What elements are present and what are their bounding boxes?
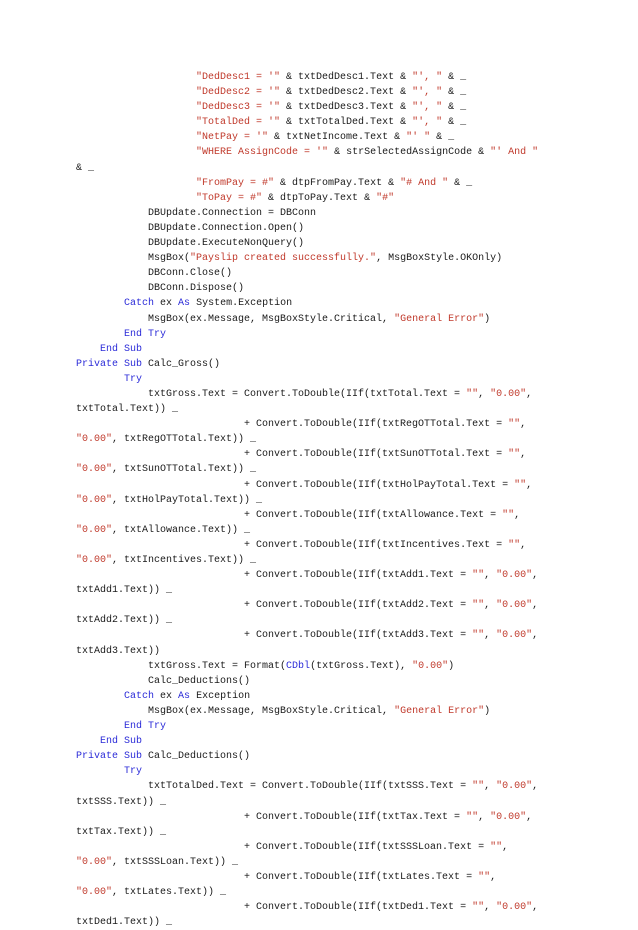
- string-token: "": [502, 509, 515, 521]
- code-token: & dtpToPay.Text &: [262, 192, 377, 204]
- code-token: ,: [478, 388, 491, 400]
- code-token: txtAdd3.Text)): [76, 645, 161, 657]
- code-token: [76, 344, 100, 355]
- string-token: "": [472, 600, 485, 612]
- code-token: ,: [526, 479, 533, 491]
- code-line: [76, 538, 576, 553]
- code-token: Calc_Gross(): [142, 358, 221, 370]
- code-line: [76, 372, 576, 387]
- code-line: [76, 915, 576, 930]
- code-token: Exception: [190, 690, 251, 702]
- string-token: "": [508, 539, 521, 551]
- code-line: [76, 342, 576, 357]
- string-token: "0.00": [76, 494, 113, 506]
- code-line: [76, 719, 576, 734]
- code-token: & txtNetIncome.Text &: [268, 132, 407, 144]
- keyword-token: End Try: [124, 721, 167, 733]
- code-line: [76, 568, 576, 583]
- code-token: & dtpFromPay.Text &: [274, 177, 401, 189]
- code-line: [76, 85, 576, 100]
- code-token: & _: [442, 117, 467, 129]
- code-line: [76, 508, 576, 523]
- string-token: "FromPay = #": [196, 177, 275, 189]
- string-token: "0.00": [76, 555, 113, 566]
- string-token: "0.00": [496, 570, 533, 582]
- string-token: "Payslip created successfully.": [190, 253, 377, 265]
- code-line: [76, 764, 576, 779]
- string-token: "ToPay = #": [196, 192, 263, 204]
- code-token: & _: [442, 72, 467, 83]
- keyword-token: End Sub: [100, 343, 143, 355]
- code-token: ,: [532, 570, 539, 582]
- code-token: & _: [430, 132, 455, 144]
- code-token: ,: [502, 841, 509, 853]
- code-token: [76, 193, 196, 204]
- code-line: [76, 236, 576, 251]
- code-token: & strSelectedAssignCode &: [328, 147, 491, 159]
- code-token: txtGross.Text = Convert.ToDouble(IIf(txtTotal.Text =: [76, 388, 467, 400]
- code-line: [76, 115, 576, 130]
- code-listing: [76, 70, 576, 930]
- code-token: ,: [526, 388, 533, 400]
- keyword-token: Catch: [124, 298, 155, 310]
- string-token: "DedDesc3 = '": [196, 102, 281, 114]
- code-line: [76, 885, 576, 900]
- string-token: "#": [376, 192, 395, 204]
- code-line: [76, 795, 576, 810]
- code-token: + Convert.ToDouble(IIf(txtRegOTTotal.Text =: [76, 419, 509, 431]
- code-token: [76, 132, 196, 143]
- code-token: & _: [442, 102, 467, 114]
- code-token: , txtSunOTTotal.Text)) _: [112, 464, 257, 476]
- code-line: [76, 855, 576, 870]
- code-line: [76, 100, 576, 115]
- string-token: "0.00": [76, 887, 113, 899]
- code-token: [76, 766, 124, 777]
- string-token: "', ": [412, 72, 443, 83]
- code-line: [76, 357, 576, 372]
- code-token: , txtHolPayTotal.Text)) _: [112, 494, 263, 506]
- code-line: [76, 749, 576, 764]
- code-line: [76, 734, 576, 749]
- string-token: "DedDesc1 = '": [196, 72, 281, 83]
- code-token: + Convert.ToDouble(IIf(txtAllowance.Text =: [76, 509, 503, 521]
- code-token: [76, 691, 124, 702]
- string-token: "0.00": [496, 902, 533, 914]
- code-line: [76, 628, 576, 643]
- code-token: , txtLates.Text)) _: [112, 887, 227, 899]
- code-token: + Convert.ToDouble(IIf(txtIncentives.Text =: [76, 539, 509, 551]
- keyword-token: End Try: [124, 328, 167, 340]
- code-token: + Convert.ToDouble(IIf(txtHolPayTotal.Text =: [76, 479, 515, 491]
- code-line: [76, 644, 576, 659]
- code-line: [76, 704, 576, 719]
- string-token: "0.00": [412, 660, 449, 672]
- string-token: "": [472, 902, 485, 914]
- keyword-token: CDbl: [286, 660, 311, 672]
- code-token: MsgBox(ex.Message, MsgBoxStyle.Critical,: [76, 313, 395, 325]
- code-token: [76, 72, 196, 83]
- code-token: , txtRegOTTotal.Text)) _: [112, 434, 257, 446]
- string-token: "' And ": [490, 147, 539, 159]
- code-line: [76, 70, 576, 85]
- keyword-token: Try: [124, 373, 143, 385]
- code-line: [76, 145, 576, 160]
- code-line: [76, 810, 576, 825]
- code-token: MsgBox(: [76, 253, 191, 265]
- code-line: [76, 176, 576, 191]
- code-line: [76, 402, 576, 417]
- code-line: [76, 779, 576, 794]
- code-token: , txtIncentives.Text)) _: [112, 555, 257, 566]
- string-token: "0.00": [490, 388, 527, 400]
- code-token: txtSSS.Text)) _: [76, 796, 167, 808]
- code-token: DBUpdate.Connection.Open(): [76, 222, 305, 234]
- code-token: ,: [484, 902, 497, 914]
- code-token: + Convert.ToDouble(IIf(txtSSSLoan.Text =: [76, 841, 491, 853]
- code-token: ,: [532, 630, 539, 642]
- code-token: ,: [532, 902, 539, 914]
- code-token: ,: [484, 570, 497, 582]
- string-token: "', ": [412, 87, 443, 99]
- code-token: ,: [484, 630, 497, 642]
- code-token: ,: [520, 419, 527, 431]
- code-line: [76, 327, 576, 342]
- code-token: [76, 178, 196, 189]
- code-line: [76, 266, 576, 281]
- string-token: "": [478, 871, 491, 883]
- code-line: [76, 613, 576, 628]
- string-token: "TotalDed = '": [196, 117, 281, 129]
- string-token: "# And ": [400, 177, 449, 189]
- code-token: & _: [76, 162, 95, 174]
- code-token: ,: [478, 811, 491, 823]
- keyword-token: Private Sub: [76, 751, 143, 763]
- string-token: "DedDesc2 = '": [196, 87, 281, 99]
- code-token: Calc_Deductions(): [76, 675, 251, 687]
- string-token: "": [466, 811, 479, 823]
- code-token: ): [484, 705, 491, 717]
- code-line: [76, 900, 576, 915]
- code-token: DBUpdate.ExecuteNonQuery(): [76, 238, 305, 250]
- code-token: txtDed1.Text)) _: [76, 917, 173, 929]
- code-line: [76, 523, 576, 538]
- code-token: [76, 147, 196, 158]
- code-token: & _: [442, 87, 467, 99]
- string-token: "": [508, 419, 521, 431]
- string-token: "0.00": [76, 464, 113, 476]
- code-token: (txtGross.Text),: [310, 660, 413, 672]
- string-token: "": [508, 449, 521, 461]
- code-token: & _: [448, 177, 473, 189]
- code-token: ,: [532, 600, 539, 612]
- code-line: [76, 583, 576, 598]
- string-token: "General Error": [394, 313, 485, 325]
- code-line: [76, 387, 576, 402]
- code-line: [76, 191, 576, 206]
- string-token: "": [514, 479, 527, 491]
- code-token: ): [448, 660, 455, 672]
- code-line: [76, 553, 576, 568]
- code-token: ,: [526, 811, 533, 823]
- code-token: , txtAllowance.Text)) _: [112, 524, 251, 536]
- code-token: [76, 117, 196, 128]
- string-token: "' ": [406, 132, 431, 144]
- code-line: [76, 493, 576, 508]
- code-token: ex: [154, 690, 179, 702]
- keyword-token: Private Sub: [76, 358, 143, 370]
- keyword-token: As: [178, 690, 191, 702]
- code-line: [76, 251, 576, 266]
- code-line: [76, 825, 576, 840]
- string-token: "WHERE AssignCode = '": [196, 147, 329, 159]
- code-token: [76, 736, 100, 747]
- code-token: System.Exception: [190, 298, 293, 310]
- code-token: txtTax.Text)) _: [76, 826, 167, 838]
- code-line: [76, 221, 576, 236]
- code-token: & txtTotalDed.Text &: [280, 117, 413, 129]
- keyword-token: Try: [124, 766, 143, 778]
- code-token: + Convert.ToDouble(IIf(txtAdd1.Text =: [76, 570, 473, 582]
- code-token: & txtDedDesc2.Text &: [280, 87, 413, 99]
- string-token: "0.00": [496, 600, 533, 612]
- code-token: ,: [520, 539, 527, 551]
- code-token: [76, 374, 124, 385]
- string-token: "0.00": [76, 434, 113, 446]
- code-token: [76, 721, 124, 732]
- string-token: "": [490, 841, 503, 853]
- code-token: [76, 102, 196, 113]
- string-token: "0.00": [496, 630, 533, 642]
- code-line: [76, 870, 576, 885]
- code-token: Calc_Deductions(): [142, 751, 251, 763]
- code-line: [76, 659, 576, 674]
- code-line: [76, 674, 576, 689]
- string-token: "', ": [412, 102, 443, 114]
- code-line: [76, 447, 576, 462]
- code-token: , MsgBoxStyle.OKOnly): [376, 253, 503, 265]
- code-token: txtAdd2.Text)) _: [76, 615, 173, 627]
- code-token: DBConn.Dispose(): [76, 283, 245, 295]
- code-line: [76, 130, 576, 145]
- code-token: MsgBox(ex.Message, MsgBoxStyle.Critical,: [76, 705, 395, 717]
- code-line: [76, 840, 576, 855]
- keyword-token: End Sub: [100, 736, 143, 748]
- code-line: [76, 417, 576, 432]
- code-line: [76, 161, 576, 176]
- string-token: "General Error": [394, 705, 485, 717]
- string-token: "0.00": [490, 811, 527, 823]
- code-token: & txtDedDesc1.Text &: [280, 72, 413, 83]
- code-line: [76, 432, 576, 447]
- code-token: , txtSSSLoan.Text)) _: [112, 856, 239, 868]
- string-token: "": [472, 630, 485, 642]
- string-token: "NetPay = '": [196, 132, 269, 144]
- string-token: "', ": [412, 117, 443, 129]
- code-line: [76, 462, 576, 477]
- code-token: [76, 329, 124, 340]
- code-line: [76, 206, 576, 221]
- code-token: [76, 298, 124, 309]
- string-token: "": [466, 388, 479, 400]
- keyword-token: As: [178, 298, 191, 310]
- string-token: "": [472, 570, 485, 582]
- code-token: + Convert.ToDouble(IIf(txtLates.Text =: [76, 871, 479, 883]
- code-line: [76, 281, 576, 296]
- code-line: [76, 478, 576, 493]
- code-token: ,: [532, 781, 539, 793]
- code-token: ,: [484, 600, 497, 612]
- code-token: ,: [514, 509, 521, 521]
- code-token: ,: [520, 449, 527, 461]
- string-token: "0.00": [76, 524, 113, 536]
- code-token: ,: [490, 871, 497, 883]
- code-token: + Convert.ToDouble(IIf(txtDed1.Text =: [76, 902, 473, 914]
- code-token: + Convert.ToDouble(IIf(txtAdd2.Text =: [76, 600, 473, 612]
- keyword-token: Catch: [124, 690, 155, 702]
- code-line: [76, 689, 576, 704]
- code-line: [76, 598, 576, 613]
- code-token: + Convert.ToDouble(IIf(txtTax.Text =: [76, 811, 467, 823]
- code-token: txtAdd1.Text)) _: [76, 585, 173, 597]
- code-token: & txtDedDesc3.Text &: [280, 102, 413, 114]
- code-token: txtGross.Text = Format(: [76, 660, 287, 672]
- code-token: + Convert.ToDouble(IIf(txtAdd3.Text =: [76, 630, 473, 642]
- code-token: ,: [484, 781, 497, 793]
- code-token: DBUpdate.Connection = DBConn: [76, 207, 317, 219]
- code-token: DBConn.Close(): [76, 268, 233, 280]
- code-token: txtTotal.Text)) _: [76, 404, 179, 416]
- code-token: txtTotalDed.Text = Convert.ToDouble(IIf(txtSSS.Text =: [76, 781, 473, 793]
- string-token: "0.00": [76, 856, 113, 868]
- code-line: [76, 296, 576, 311]
- code-token: [76, 87, 196, 98]
- code-line: [76, 312, 576, 327]
- code-token: + Convert.ToDouble(IIf(txtSunOTTotal.Text =: [76, 449, 509, 461]
- code-token: ex: [154, 298, 179, 310]
- string-token: "0.00": [496, 781, 533, 793]
- code-token: ): [484, 313, 491, 325]
- string-token: "": [472, 781, 485, 793]
